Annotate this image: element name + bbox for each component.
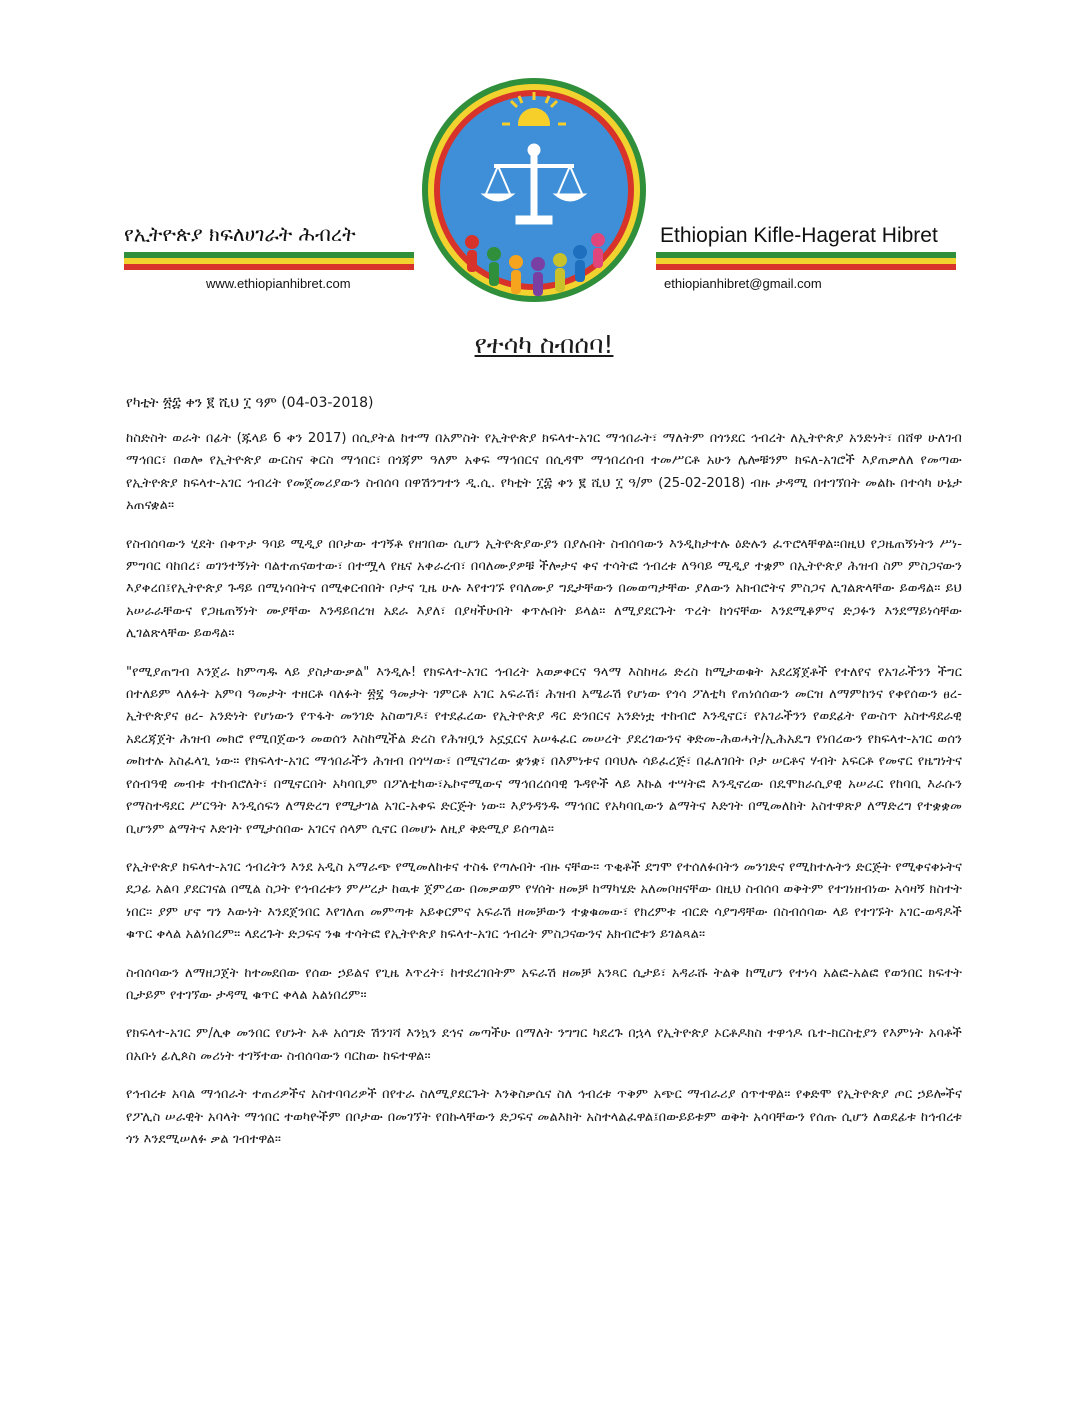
date-line: የካቲት ፳፰ ቀን ፪ ሺህ ፲ ዓም (04-03-2018): [126, 395, 374, 411]
paragraph: የስብሰባውን ሂደት በቀጥታ ዓባይ ሚዲያ በቦታው ተገኝቶ የዘገበው ሲሆን ኢትዮጵያውያን በያሉበት ስብሰባውን እንዲከታተሉ ዕድሉን ፈጥሮላቸዋል።በዚህ የጋዜጠኝነትን ሥነ-ምግባር ባከበረ፣ ወገንተኝነት ባልተጠናወተው፣ በተሟላ የዜና አቀራረብ፣ በባለሙያዎቹ ችሎታና ቀና ተሳትፎ ኅብረቱ ለዓባይ ሚዲያ ተቋም በኢትዮጵያ ሕዝብ ስም ምስጋናውን እያቀረበ፤የኢትዮጵያ ጉዳይ በሚነሳበትና በሚቀርብበት ቦታና ጊዜ ሁሉ እየተገኙ የባለሙያ ግዴታቸውን በመወጣታቸው ያለውን አክብሮትና ምስጋና ሊገልጽላቸው ይወዳል። ይህ አሠራራቸውና የጋዜጠኝነት ሙያቸው እንዳይበረዝ አደራ እያለ፣ በያዛችሁበት ቀጥሉበት ይላል። ለሚያደርጉት ጥረት ከጎናቸው እንደሚቆምና ድጋፉን እንደማይነሳቸው ሊገልጽላቸው ይወዳል።: [126, 536, 962, 642]
org-name-amharic: የኢትዮጵያ ክፍለሀገራት ሕብረት: [124, 222, 356, 246]
paragraph: የኢትዮጵያ ክፍላተ-አገር ኅብረትን እንደ አዲስ አማራጭ የሚመለከቱና ተስፋ የጣሉበት ብዙ ናቸው። ጥቂቶች ደግሞ የተሰለፉበትን መንገድና የሚከተሉትን ድርጅት የሚቀናቀኑትና ደጋፊ አልባ ያደርገናል በሚል ስጋት የኅብረቱን ምሥረታ ከዉቱ ጀምረው በመቃወም የሃሰት ዘመቻ ከማካሄድ አለመቦዘናቸው በዚህ ስብሰባ ወቅትም የተገነዘብነው አሳዛኝ ክስተት ነበር። ያም ሆኖ ግን እውነት እንደጀንበር እየገለጠ መምጣቱ አይቀርምና አፍራሽ ዘመቻውን ተቋቁመው፣ የክረምቱ ብርድ ሳያግዳቸው በስብሰባው ላይ የተገኙት አገር-ወዳዶች ቁጥር ቀላል አልነበረም። ላደረጉት ድጋፍና ንቁ ተሳትፎ የኢትዮጵያ ክፍላተ-አገር ኅብረት ምስጋናውንና አክብሮቱን ይገልጻል።: [126, 859, 962, 943]
website-link[interactable]: www.ethiopianhibret.com: [206, 276, 351, 291]
page-title: የተሳካ ስብሰባ!: [474, 330, 614, 359]
logo-emblem: [414, 70, 654, 310]
paragraph: የክፍላተ-አገር ም/ሊቀ መንበር የሆኑት አቶ አሰግድ ሽንገሻ እንኳን ደኅና መጣችሁ በማለት ንግግር ካደረጉ በኋላ የኢትዮጵያ ኦርቶዶክስ ተዋኅዶ ቤተ-ክርስቲያን የእምነት አባቶች በአቡነ ፊሊጶስ መሪነት ተገኝተው ስብሰባውን ባርከው ከፍተዋል።: [126, 1026, 962, 1064]
flag-band-red-right: [656, 264, 956, 270]
paragraph: "የሚያጠግብ እንጀራ ከምጣዱ ላይ ያስታውቃል" እንዲሉ! የክፍላተ-አገር ኅብረት አወቃቀርና ዓላማ እስከዛሬ ድረስ ከሚታወቁት አደረጃጀቶች የተለየና የአገራችንን ችግር በተለይም ላለፉት አምባ ዓመታት ተዘርቶ ባለፉት ፳፯ ዓመታት ገምርቶ አገር አፍራሽ፣ ሕዝብ አሜራሽ የሆነው የጎሳ ፖለቲካ የጠነሰሰውን መርዝ ለማምከንና የቀየሰውን ፀረ-ኢትዮጵያና ፀረ- አንድነት የሆነውን የጥፋት መንገድ አስወግዶ፣ የተደፈረው የኢትዮጵያ ዳር ድንበርና አንድነቷ ተከብሮ እንዲኖር፣ የአገራችንን የወደፊት የውስጥ አስተዳደራዊ አደረጃጀት ሕዝብ መክሮ የሚበጀውን መወሰን እስከሚችል ድረስ የሕዝቧን አኗኗርና አሠፋፈር መሠረት ያደረገውንና ቅድመ-ሕወሓት/ኢሕአዴግ የነበረውን የክፍላተ-አገር ወሰን መከተሉ አስፈላጊ ነው። የክፍላተ-አገር ማኅበራችን ሕዝብ በጎሣው፣ በሚናገረው ቋንቋ፣ በእምነቱና በባህሉ ሳይፈረጅ፣ በፈለገበት ቦታ ሠርቶና ሃብት አፍርቶ የመኖር የዜግነትና የሰብዓዊ መብቱ ተከብሮለት፣ በሚኖርበት አካባቢም በፖለቲካው፣ኤኮኖሚውና ማኅበረሰባዊ ጉዳዮች ላይ እኩል ተሣትፎ እንዲኖረው በዴሞክራሲያዊ አሠራር የከባቢ እራሱን የማስተዳደር ሥርዓት እንዲሰፍን ለማድረግ የሚታገል አገር-አቀፍ ድርጅት ነው። እያንዳንዱ ማኅበር የአካባቢውን ልማትና እድገት በሚመለከት አስተዋጽዖ ለማድረግ የተቋቋመ ቢሆንም ልማትና እድገት የሚታሰበው አገርና ሰላም ሲኖር በመሆኑ ለዚያ ቅድሚያ ይሰጣል።: [126, 664, 962, 837]
letterhead: [0, 0, 1088, 300]
document-body: [126, 428, 962, 1167]
paragraph: ከስድስት ወራት በፊት (ጁላይ 6 ቀን 2017) በሲያትል ከተማ በአምስት የኢትዮጵያ ክፍላተ-አገር ማኅበራት፣ ማለትም በጎንደር ኅብረት ለኢትዮጵያ አንድነት፣ በሸዋ ሁለገብ ማኅበር፣ በወሎ የኢትዮጵያ ውርስና ቅርስ ማኅበር፣ በጎጃም ዓለም አቀፍ ማኅበርና በሲዳሞ ማኅበረሰብ ተመሥርቶ አሁን ሌሎቹንም ክፍለ-አገሮች እያጠቃለለ የመጣው የኢትዮጵያ ክፍላተ-አገር ኅብረት የመጀመሪያውን ስብሰባ በዋሽንግተን ዲ.ሲ. የካቲት ፲፰ ቀን ፪ ሺህ ፲ ዓ/ም (25-02-2018) ብዙ ታዳሚ በተገኘበት መልኩ በተሳካ ሁኔታ አጠናቋል።: [126, 431, 962, 514]
paragraph: ስብሰባውን ለማዘጋጀት ከተመደበው የሰው ኃይልና የጊዜ እጥረት፣ ከተደረገበትም አፍራሽ ዘመቻ አንጻር ሲታይ፣ አዳራሹ ትልቅ ከሚሆን የተነሳ አልፎ-አልፎ የወንበር ክፍተት ቢታይም የተገኘው ታዳሚ ቁጥር ቀላል አልነበረም።: [126, 965, 962, 1003]
email-link[interactable]: ethiopianhibret@gmail.com: [664, 276, 822, 291]
org-name-english: Ethiopian Kifle-Hagerat Hibret: [660, 224, 938, 247]
paragraph: የኅብረቱ አባል ማኅበራት ተጠሪዎችና አስተባባሪዎች በየተራ ስለሚያደርጉት እንቅስቃሴና ስለ ኅብረቱ ጥቅም አጭር ማብራሪያ ሰጥተዋል። የቀድሞ የኢትዮጵያ ጦር ኃይሎችና የፖሊስ ሠራዊት አባላት ማኅበር ተወካዮችም በቦታው በመገኘት የበኩላቸውን ድጋፍና መልእክት አስተላልፈዋል፤በውይይቱም ወቅት አሳባቸውን የሰጡ ሲሆን ለወደፊቱ ከኅብረቱ ጎን እንደሚሠለፉ ቃል ገብተዋል።: [126, 1087, 962, 1147]
flag-band-red-left: [124, 264, 414, 270]
